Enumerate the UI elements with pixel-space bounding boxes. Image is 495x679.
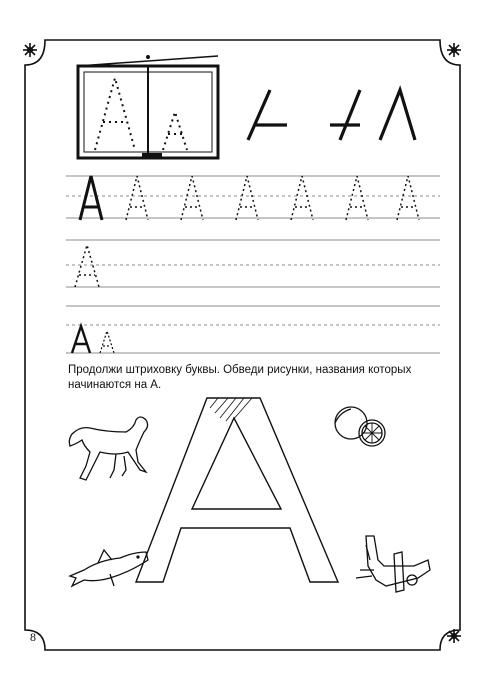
trace-row-2 xyxy=(75,245,99,287)
instruction-line-1: Продолжи штриховку буквы. Обведи рисунки, названия которых xyxy=(68,364,412,376)
letter-card xyxy=(78,55,218,159)
orange-icon xyxy=(335,407,385,446)
trace-row-1 xyxy=(80,176,419,220)
big-letter-a xyxy=(136,398,338,582)
star-ornament-icon xyxy=(447,629,461,643)
instruction-line-2: начинаются на А. xyxy=(68,379,162,391)
trace-row-3 xyxy=(72,326,114,353)
horse-icon xyxy=(69,417,147,480)
star-ornament-icon xyxy=(447,43,461,57)
stroke-elements xyxy=(248,90,415,140)
writing-lines xyxy=(66,176,440,353)
page-number: 8 xyxy=(30,630,36,644)
star-ornament-icon xyxy=(23,43,37,57)
airplane-icon xyxy=(356,536,430,592)
instruction-text xyxy=(68,363,428,393)
